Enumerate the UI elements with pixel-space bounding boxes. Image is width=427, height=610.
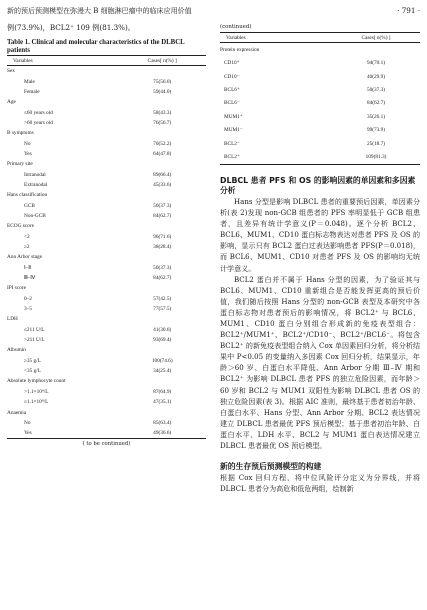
table-row [7,149,206,159]
table-row [7,418,206,428]
page-header [7,6,420,18]
left-column [7,22,206,447]
row-label: Albumin [7,347,26,354]
row-value: 84(62.7) [366,100,386,107]
table-row [220,83,420,96]
row-value [332,43,420,57]
row-value: 85(63.4) [153,419,172,426]
table-row [7,242,206,252]
row-label: <35 g/L [24,368,41,375]
table-caption: Table 1. Clinical and molecular characteristics of the DLBCL patients [7,39,185,54]
table-row [7,335,206,345]
row-label: Hans classification [7,192,48,199]
row-label: Female [24,88,40,95]
row-value [118,407,206,417]
row-label: GCB [24,202,35,209]
page-number: · 791 · [397,6,420,15]
row-label: IPI score [7,285,26,292]
table-row [7,294,206,304]
table-row [7,128,206,138]
table-row [7,190,206,200]
row-label: CD10⁺ [224,60,240,67]
row-value: 84(62.7) [153,275,172,282]
row-label: MUM1⁻ [224,127,243,134]
row-value: 40(29.9) [366,73,386,80]
row-value [118,221,206,231]
row-value: 25(18.7) [366,140,386,147]
characteristics-table-body [7,66,206,439]
row-label: >1.1×10⁹/L [24,388,49,395]
row-label: Ann Arbor stage [7,254,43,261]
row-value: 45(33.6) [153,181,172,188]
table-row [7,356,206,366]
row-value [118,66,206,77]
row-label: ≤60 years old [24,109,53,116]
right-column [220,22,420,494]
row-value [118,252,206,262]
table-row [7,428,206,439]
table-row [7,376,206,386]
cases-header: Cases[ n(%) ] [361,34,391,41]
table-row [7,76,206,86]
row-value: 89(66.4) [153,171,172,178]
table-row [7,283,206,293]
row-value: 75(56.0) [153,78,172,85]
table-row [7,325,206,335]
row-value: 38(28.4) [153,244,172,251]
row-label: ≤1.1×10⁹/L [24,399,49,406]
row-value: 41(30.6) [153,326,172,333]
table-row [220,43,420,57]
row-label: Anaemia [7,409,27,416]
row-label: Yes [24,430,32,437]
running-title: 新的预后预测模型在弥漫大 B 细胞淋巴瘤中的临床应用价值 [7,7,192,15]
row-label: Non-GCB [24,212,46,219]
row-label: Protein expression [220,46,260,53]
table-row [7,118,206,128]
row-value: 70(52.2) [153,140,172,147]
row-label: Ⅰ–Ⅱ [24,264,31,271]
table-row [7,397,206,407]
table-continued-note: ( to be continued) [82,441,131,448]
table-row [7,169,206,179]
row-label: BCL6⁺ [224,87,240,94]
row-label: Absolute lymphocyte count [7,378,66,385]
body-paragraph: 根据 Cox 回归方程，将中位风险评分定义为分界线，并将 DLBCL 患者分为高危和低危两组，绘制新 [220,473,420,494]
row-value: 109(81.3) [365,154,387,161]
table-header-row [220,33,420,43]
row-label: 0–2 [24,295,32,302]
cases-header: Cases[ n(%) ] [147,57,177,64]
continued-label: (continued) [220,24,252,30]
row-value: 76(56.7) [153,119,172,126]
table-row [220,137,420,150]
body-paragraph: BCL2 蛋白并不属于 Hans 分型的因素，为了验证其与 BCL6、MUM1、CD10 重新组合是否能发挥更高的预后价值，我们随后按照 Hans 分型的 non-GCB 表型及本研究中各蛋白标志物对患者预后的影响情况，将 BCL2⁺ 与 BCL6、MUM1、CD10 蛋白分别组合形成新的免疫表型组合：BCL2⁺/MUM1⁺、BCL2⁺/CD10⁻、BCL2⁺/BCL6⁻。将包含 BCL2⁺ 的新免疫表型组合纳入 Cox 单因素回归分析，将分析结果中 P<0.05 的变量纳入多因素 Cox 回归分析，结果显示，年龄＞60 岁、白蛋白水平降低、Ann Arbor 分期 Ⅲ–Ⅳ 期和 BCL2⁺ 为影响 DLBCL 患者 PFS 的独立危险因素，而年龄＞60 岁和 BCL2 与 MUM1 双阳性为影响 DLBCL 患者 OS 的独立危险因素(表 3)。根据 AIC 准则，最终基于患者初治年龄、白蛋白水平、Hans 分型、Ann Arbor 分期、BCL2 表达情况建立 DLBCL 患者最优 PFS 预后模型；基于患者初治年龄、白蛋白水平、LDH 水平、BCL2 与 MUM1 蛋白表达情况建立 DLBCL 患者最优 OS 预后模型。 [220,274,420,450]
row-label: No [24,140,31,147]
section-heading-model-construction: 新的生存预后预测模型的构建 [220,462,322,472]
row-value: 94(70.1) [366,60,386,67]
row-label: B symptoms [7,130,34,137]
row-value: 49(36.6) [153,430,172,437]
row-label: CD10⁻ [224,73,240,80]
row-label: No [24,419,31,426]
table-row [7,252,206,262]
table-row [7,304,206,314]
row-value [118,97,206,107]
table-row [7,87,206,97]
table-row [7,314,206,324]
row-value [118,128,206,138]
table-row [7,180,206,190]
table-row [7,387,206,397]
row-label: Male [24,78,35,85]
row-label: Ⅲ–Ⅳ [24,275,36,282]
table-row [7,366,206,376]
row-label: Age [7,99,16,106]
table-row [7,407,206,417]
body-paragraph: Hans 分型是影响 DLBCL 患者的重要预后因素，单因素分析(表 2)发现 non-GCB 组患者的 PFS 率明显低于 GCB 组患者，且差异有统计学意义(P＝0.048)。逐个分析 BCL2、BCL6、MUM1、CD10 蛋白标志物表达对患者 PFS 及 OS 的影响，显示只有 BCL2 蛋白过表达影响患者 PFS(P＝0.018)，而 BCL6、MUM1、CD10 对患者 PFS 及 OS 的影响均无统计学意义。 [220,196,420,273]
row-value: 50(37.3) [366,87,386,94]
table-row [7,263,206,273]
row-value [118,190,206,200]
table-row [220,70,420,83]
table-row [7,66,206,77]
row-label: >211 U/L [24,337,45,344]
row-value: 47(35.1) [153,399,172,406]
row-label: LDH [7,316,18,323]
row-label: MUM1⁺ [224,113,243,120]
row-value [118,314,206,324]
table-row [7,221,206,231]
row-label: ECOG score [7,223,34,230]
row-value: 99(73.9) [366,127,386,134]
row-value: 57(42.5) [153,295,172,302]
variables-header: Variables [13,57,33,64]
row-label: ≥35 g/L [24,357,41,364]
row-value: 58(43.3) [153,109,172,116]
row-label: BCL2⁻ [224,140,240,147]
row-label: Sex [7,68,15,75]
row-value: 100(74.6) [151,357,173,364]
row-label: Primary site [7,161,33,168]
row-value [118,345,206,355]
table-row [7,345,206,355]
row-value: 50(37.3) [153,264,172,271]
row-label: BCL2⁺ [224,154,240,161]
table-row [7,97,206,107]
row-label: BCL6⁻ [224,100,240,107]
table-row [220,97,420,110]
table-row [220,110,420,123]
table-row [220,124,420,137]
row-value: 59(44.0) [153,88,172,95]
row-value [118,376,206,386]
table-row [220,56,420,69]
table-row [7,211,206,221]
table-header-row [7,56,206,66]
row-value: 96(71.6) [153,233,172,240]
row-label: ≤211 U/L [24,326,45,333]
row-value: 93(69.4) [153,337,172,344]
row-label: Extranodal [24,181,48,188]
row-value: 35(26.1) [366,113,386,120]
row-value: 84(62.7) [153,212,172,219]
row-label: ≥2 [24,244,30,251]
protein-expression-table-body [220,43,420,165]
row-value [118,159,206,169]
table-row [7,273,206,283]
row-value: 87(64.9) [153,388,172,395]
row-value: 50(37.3) [153,202,172,209]
table-row [7,232,206,242]
table-row [7,200,206,210]
row-value: 77(57.5) [153,306,172,313]
characteristics-table [7,55,206,439]
lead-text: 例(73.9%)，BCL2⁺ 109 例(81.3%)。 [7,23,135,32]
row-value: 64(47.8) [153,150,172,157]
table-row [7,107,206,117]
row-value: 34(25.4) [153,368,172,375]
section-heading-survival-factors: DLBCL 患者 PFS 和 OS 的影响因素的单因素和多因素分析 [220,175,416,195]
table-row [220,151,420,165]
variables-header: Variables [226,34,246,41]
row-label: <2 [24,233,30,240]
row-label: >60 years old [24,119,53,126]
row-label: Intranodal [24,171,46,178]
table-row [7,138,206,148]
table-row [7,159,206,169]
protein-expression-table [220,32,420,165]
row-label: Yes [24,150,32,157]
row-label: 3–5 [24,306,32,313]
row-value [118,283,206,293]
